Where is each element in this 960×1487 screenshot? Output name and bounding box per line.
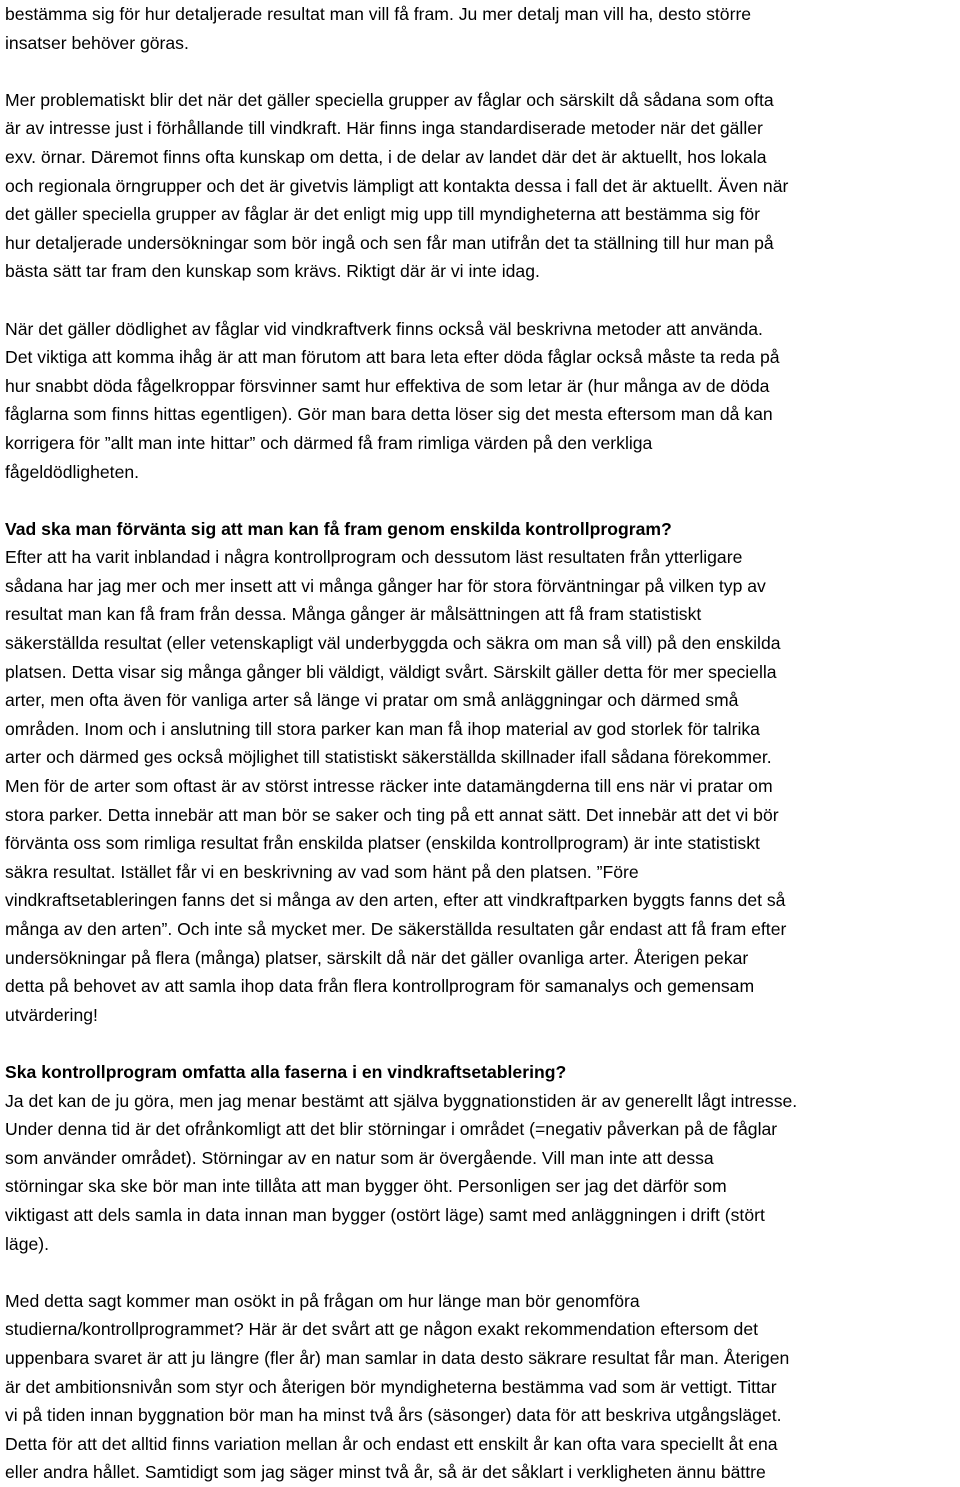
text-line: utvärdering!	[5, 1004, 98, 1025]
text-line: som använder området). Störningar av en natur som är övergående. Vill man inte att dessa	[5, 1147, 714, 1168]
text-line: bästa sätt tar fram den kunskap som krävs. Riktigt där är vi inte idag.	[5, 261, 540, 282]
text-line: Ja det kan de ju göra, men jag menar bestämt att själva byggnationstiden är av generellt lågt intresse.	[5, 1090, 798, 1111]
text-line: många av den arten”. Och inte så mycket mer. De säkerställda resultaten går endast att få fram efter	[5, 919, 787, 939]
text-line: säkerställda resultat (eller vetenskapligt väl underbyggda och säkra om man så vill) på den enskilda	[5, 633, 781, 654]
paragraph-spacer	[5, 1029, 957, 1058]
text-line: vindkraftsetableringen fanns det si många av den arten, efter att vindkraftparken byggts fanns det så	[5, 890, 786, 911]
text-line: undersökningar på flera (många) platser, särskilt då när det gäller ovanliga arter. Återigen pekar	[5, 947, 749, 968]
text-line: eller andra hållet. Samtidigt som jag säger minst två år, så är det såklart i verkligheten ännu bättre	[5, 1462, 766, 1483]
text-line: uppenbara svaret är att ju längre (fler år) man samlar in data desto säkrare resultat får man. Återigen	[5, 1347, 790, 1368]
text-line: Mer problematiskt blir det när det gäller speciella grupper av fåglar och särskilt då sådana som ofta	[5, 89, 774, 110]
text-line: insatser behöver göras.	[5, 32, 189, 53]
text-line: Det viktiga att komma ihåg är att man förutom att bara leta efter döda fåglar också måste ta reda på	[5, 347, 780, 368]
paragraph	[5, 1058, 957, 1258]
text-line: är av intresse just i förhållande till vindkraft. Här finns inga standardiserade metoder när det gäller	[5, 118, 763, 139]
text-line: Detta för att det alltid finns variation mellan år och endast ett enskilt år kan ofta vara speciellt åt ena	[5, 1433, 778, 1454]
text-line: platsen. Detta visar sig många gånger bli väldigt, väldigt svårt. Särskilt gäller detta för mer speciella	[5, 661, 777, 682]
text-line: korrigera för ”allt man inte hittar” och därmed få fram rimliga värden på den verkliga	[5, 432, 653, 453]
text-line: resultat man kan få fram från dessa. Många gånger är målsättningen att få fram statistiskt	[5, 604, 702, 625]
text-line: läge).	[5, 1233, 50, 1254]
paragraph	[5, 0, 957, 57]
paragraph	[5, 1287, 957, 1487]
text-line: hur detaljerade undersökningar som bör ingå och sen får man utifrån det ta ställning till hur man på	[5, 232, 774, 253]
paragraph	[5, 86, 957, 286]
document-body	[5, 0, 957, 1487]
text-line: viktigast att dels samla in data innan man bygger (ostört läge) samt med anläggningen i drift (stört	[5, 1204, 765, 1225]
text-line: bestämma sig för hur detaljerade resultat man vill få fram. Ju mer detalj man vill ha, desto större	[5, 4, 752, 24]
text-line: störningar ska ske bör man inte tillåta att man bygger öht. Personligen ser jag det därför som	[5, 1176, 727, 1197]
text-line: Med detta sagt kommer man osökt in på frågan om hur länge man bör genomföra	[5, 1290, 640, 1311]
paragraph	[5, 315, 957, 487]
text-line: Men för de arter som oftast är av störst intresse räcker inte datamängderna till ens när vi pratar om	[5, 776, 773, 797]
text-line: områden. Inom och i anslutning till stora parker kan man få ihop material av god storlek för talrika	[5, 718, 760, 739]
text-line: arter och därmed ges också möjlighet till statistiskt säkerställda skillnader ifall sådana förekommer.	[5, 747, 772, 768]
paragraph-spacer	[5, 1258, 957, 1287]
text-line: Under denna tid är det ofrånkomligt att det blir störningar i området (=negativ påverkan på de fåglar	[5, 1119, 778, 1140]
text-line: detta på behovet av att samla ihop data från flera kontrollprogram för samanalys och gemensam	[5, 976, 755, 997]
text-line: vi på tiden innan byggnation bör man ha minst två års (säsonger) data för att beskriva utgångsläget.	[5, 1405, 782, 1426]
text-line: hur snabbt döda fågelkroppar försvinner samt hur effektiva de som letar är (hur många av de döda	[5, 375, 770, 396]
text-line: exv. örnar. Däremot finns ofta kunskap om detta, i de delar av landet där det är aktuellt, hos lokala	[5, 146, 767, 167]
paragraph-spacer	[5, 286, 957, 315]
text-line: arter, men ofta även för vanliga arter så länge vi pratar om små anläggningar och därmed små	[5, 690, 739, 711]
text-line: sådana har jag mer och mer insett att vi många gånger har för stora förväntningar på vilken typ av	[5, 575, 766, 596]
text-line: säkra resultat. Istället får vi en beskrivning av vad som hänt på den platsen. ”Före	[5, 861, 639, 882]
paragraph-spacer	[5, 486, 957, 515]
text-line: stora parker. Detta innebär att man bör se saker och ting på ett annat sätt. Det innebär att det vi bör	[5, 804, 779, 825]
section-heading: Ska kontrollprogram omfatta alla faserna i en vindkraftsetablering?	[5, 1061, 567, 1082]
text-line: studierna/kontrollprogrammet? Här är det svårt att ge någon exakt rekommendation eftersom det	[5, 1319, 759, 1340]
section-heading: Vad ska man förvänta sig att man kan få fram genom enskilda kontrollprogram?	[5, 518, 672, 539]
text-line: är det ambitionsnivån som styr och återigen bör myndigheterna bestämma vad som är vettigt. Tittar	[5, 1376, 777, 1397]
text-line: Efter att ha varit inblandad i några kontrollprogram och dessutom läst resultaten från ytterligare	[5, 547, 743, 568]
text-line: När det gäller dödlighet av fåglar vid vindkraftverk finns också väl beskrivna metoder att använda.	[5, 318, 763, 339]
text-line: förvänta oss som rimliga resultat från enskilda platser (enskilda kontrollprogram) är inte statistiskt	[5, 833, 760, 854]
text-line: fågeldödligheten.	[5, 461, 140, 482]
text-line: fåglarna som finns hittas egentligen). Gör man bara detta löser sig det mesta eftersom man då kan	[5, 404, 773, 425]
text-line: det gäller speciella grupper av fåglar är det enligt mig upp till myndigheterna att bestämma sig för	[5, 204, 760, 225]
paragraph-spacer	[5, 57, 957, 86]
text-line: och regionala örngrupper och det är givetvis lämpligt att kontakta dessa i fall det är aktuellt. Även när	[5, 175, 789, 196]
paragraph	[5, 515, 957, 1030]
